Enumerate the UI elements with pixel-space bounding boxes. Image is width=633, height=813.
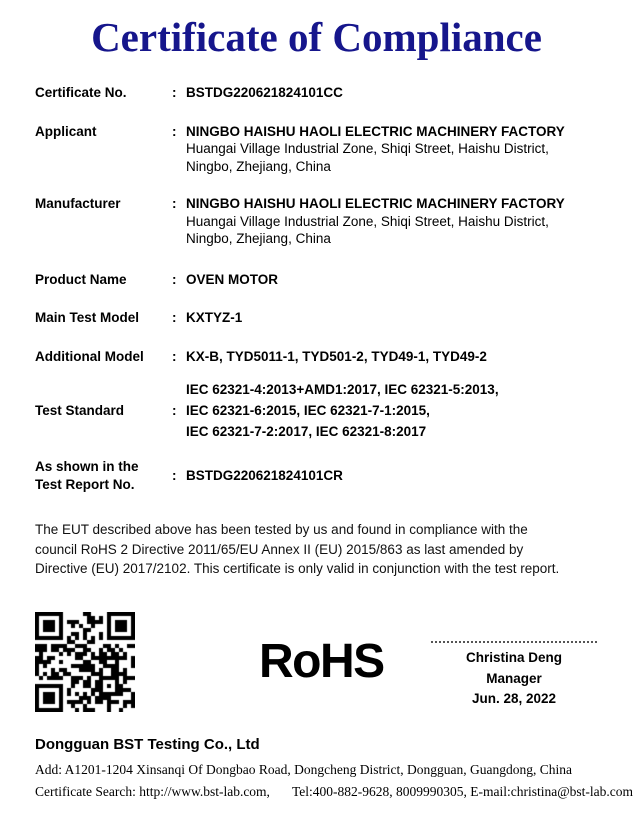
field-label: Applicant [35,123,97,139]
qr-code [35,612,135,712]
field-colon: : [172,85,177,100]
field-label-line1: As shown in the [35,459,139,474]
field-row-product-name [35,271,598,289]
field-label [35,458,172,493]
certificate-fields [35,84,598,493]
field-row-certificate-no [35,84,598,102]
field-row-test-report-no [35,458,598,493]
field-value-address: Ningbo, Zhejiang, China [186,158,331,174]
rohs-logo: RoHS [259,635,384,688]
field-colon: : [172,271,177,287]
field-label: Additional Model [35,348,144,364]
field-row-main-test-model [35,309,598,327]
field-colon: : [172,348,177,364]
field-row-additional-model [35,348,598,366]
field-value: NINGBO HAISHU HAOLI ELECTRIC MACHINERY FACTORY [186,196,565,211]
field-value: IEC 62321-4:2013+AMD1:2017, IEC 62321-5:2013, [186,382,499,397]
field-value: KX-B, TYD5011-1, TYD501-2, TYD49-1, TYD49-2 [186,348,487,364]
field-value: OVEN MOTOR [186,271,279,287]
field-colon: : [172,402,177,418]
field-colon: : [172,196,177,211]
field-row-applicant [35,123,598,176]
signer-role: Manager [486,670,542,686]
field-value-address: Huangai Village Industrial Zone, Shiqi Street, Haishu District, [186,213,549,229]
field-value: KXTYZ-1 [186,310,243,325]
field-colon: : [172,310,177,325]
company-name: Dongguan BST Testing Co., Ltd [35,736,260,753]
footer [35,735,633,801]
statement-line: council RoHS 2 Directive 2011/65/EU Annex II (EU) 2015/863 as last amended by [35,541,524,557]
contact-info: Tel:400-882-9628, 8009990305, E-mail:christina@bst-lab.com [291,784,633,799]
field-label-line2: Test Report No. [35,476,135,492]
field-colon: : [172,467,177,483]
field-value-address: Huangai Village Industrial Zone, Shiqi Street, Haishu District, [186,141,549,156]
signature-block [423,641,605,710]
field-value: BSTDG220621824101CR [186,467,343,483]
signature-line [431,641,597,643]
compliance-statement [35,520,598,579]
field-row-test-standard [35,379,598,442]
field-label: Test Standard [35,402,125,418]
field-value: BSTDG220621824101CC [186,85,343,100]
field-label: Certificate No. [35,85,127,100]
field-label: Manufacturer [35,196,121,211]
signer-name: Christina Deng [465,650,562,665]
certificate-title: Certificate of Compliance [91,14,542,60]
company-address: Add: A1201-1204 Xinsanqi Of Dongbao Road, Dongcheng District, Dongguan, Guangdong, China [35,762,572,777]
statement-line: The EUT described above has been tested by us and found in compliance with the [35,522,528,537]
footer-contact-line [35,783,633,801]
certificate-search-url: Certificate Search: http://www.bst-lab.com, [35,784,270,799]
field-label: Main Test Model [35,310,140,325]
field-value: IEC 62321-7-2:2017, IEC 62321-8:2017 [186,424,427,439]
field-row-manufacturer [35,195,598,248]
statement-line: Directive (EU) 2017/2102. This certificate is only valid in conjunction with the test report. [35,561,560,576]
field-label: Product Name [35,271,127,287]
signature-date: Jun. 28, 2022 [471,691,557,706]
field-value: NINGBO HAISHU HAOLI ELECTRIC MACHINERY FACTORY [186,123,565,139]
field-value-address: Ningbo, Zhejiang, China [186,231,331,246]
field-value: IEC 62321-6:2015, IEC 62321-7-1:2015, [186,403,430,418]
field-colon: : [172,123,177,139]
